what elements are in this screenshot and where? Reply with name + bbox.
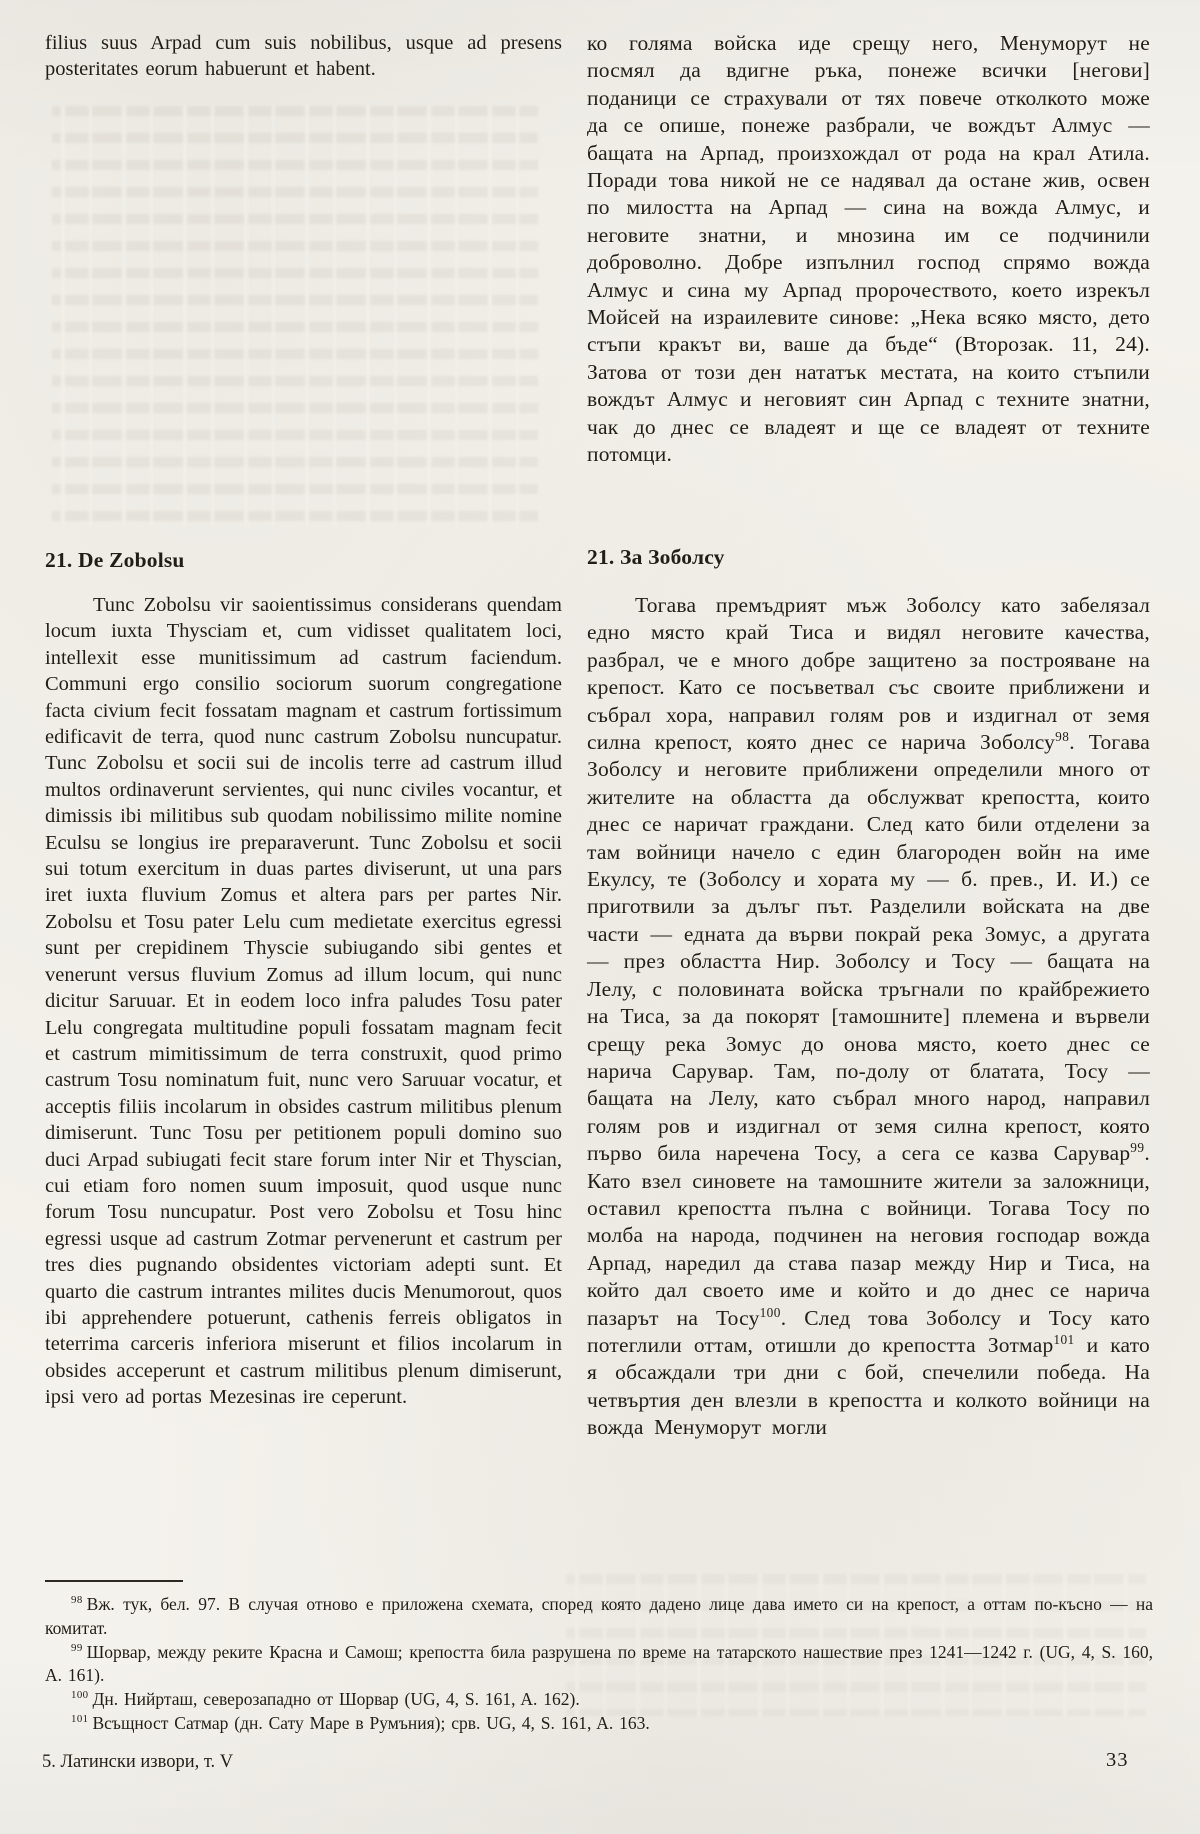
body-text-run: . Като взел синовете на тамошните жители за заложници, оставил крепостта пълна с войници. Тогава Тосу по молба на народа, подчинен на неговия господар вожда Арпад, наредил да става пазар между Нир и Тиса, на който дал своето име и който и до днес се нарича пазарът на Тосу <box>587 1141 1150 1330</box>
footnote-ref-100: 100 <box>759 1304 781 1320</box>
footnote-number: 100 <box>71 1689 89 1702</box>
footnote <box>45 1712 1153 1736</box>
footnote-number: 99 <box>71 1641 83 1654</box>
footnote <box>45 1593 1153 1641</box>
body-text-run: . След това Зоболсу и Тосу като потеглили оттам, отишли до крепостта Зотмар <box>587 1305 1150 1357</box>
latin-continuation-paragraph: filius suus Arpad cum suis nobilibus, usque ad presens posteritates eorum habuerunt et habent. <box>45 32 562 81</box>
footnote <box>45 1641 1153 1689</box>
latin-section-heading: 21. De Zobolsu <box>45 548 185 572</box>
bulgarian-continuation-paragraph: ко голяма войска иде срещу него, Менуморут не посмял да вдигне ръка, понеже всички [негови] поданици се страхували от тях повече отколкото може да се опише, понеже разбрали, че вождът Алмус — бащата на Арпад, произхождал от рода на крал Атила. Поради това никой не се надявал да остане жив, освен по милостта на Арпад — сина на вожда Алмус, и неговите знатни, и мнозина им се подчинили доброволно. Добре изпълнил господ спрямо вожда Алмус и сина му Арпад пророчеството, което изрекъл Мойсей на израилевите синове: „Нека всяко място, дето стъпи кракът ви, ваше да бъде“ (Второзак. 11, 24). Затова от този ден нататък местата, на които стъпили вождът Алмус и неговият син Арпад с техните знатни, чак до днес се владеят и ще се владеят от техните потомци. <box>587 31 1150 467</box>
footnote-ref-101: 101 <box>1053 1331 1075 1347</box>
footnotes-block <box>45 1593 1153 1736</box>
bulgarian-section-heading: 21. За Зоболсу <box>587 545 725 569</box>
page-bleedthrough-texture <box>52 106 538 526</box>
body-text-run: Тогава премъдрият мъж Зоболсу като забелязал едно място край Тиса и видял неговите качества, разбрал, че е много добре защитено за построяване на крепост. Като се посъветвал със своите приближени и събрал хора, направил голям ров и издигнал от земя силна крепост, която днес се нарича Зоболсу <box>587 593 1150 755</box>
footnote-text: Дн. Нийрташ, северозападно от Шорвар (UG, 4, S. 161, A. 162). <box>92 1689 580 1710</box>
body-text-run: . Тогава Зоболсу и неговите приближени определили много от жителите на областта да обслужват крепостта, които днес се наричат граждани. След като били отделени за там войници начело с един благороден войн на име Екулсу, те (Зоболсу и хората му — б. прев., И. И.) се приготвили за дълъг път. Разделили войската на две части — едната да върви покрай река Зомус, а другата — през областта Нир. Зоболсу и Тосу — бащата на Лелу, с половината войска тръгнали по крайбрежието на Тиса, за да покорят [тамошните] племена и вървели срещу река Зомус до онова място, което днес се нарича Сарувар. Там, по-долу от блатата, Тосу — бащата на Лелу, като събрал много народ, направил голям ров и издигнал от земя силна крепост, която първо била наречена Тосу, а сега се казва Сарувар <box>587 730 1150 1166</box>
footnote-text: Вж. тук, бел. 97. В случая отново е приложена схемата, според която дадено лице дава името си на крепост, а оттам по-късно — на комитат. <box>45 1594 1153 1638</box>
page-number: 33 <box>1106 1749 1129 1771</box>
footnote-number: 98 <box>71 1594 83 1607</box>
bulgarian-body-paragraph <box>587 592 1150 1442</box>
body-text-run: и като я обсаждали три дни с бой, спечелили победа. На четвъртия ден влезли в крепостта и колкото войници на вожда Менуморут могли <box>587 1332 1151 1440</box>
footnote-text: Шорвар, между реките Красна и Самош; крепостта била разрушена по време на татарското нашествие през 1241—1242 г. (UG, 4, S. 160, A. 161). <box>45 1641 1153 1686</box>
footnote-ref-99: 99 <box>1130 1139 1145 1155</box>
latin-body-paragraph: Tunc Zobolsu vir saoientissimus considerans quendam locum iuxta Thysciam et, cum vidisset qualitatem loci, intellexit esse munitissimum ad castrum faciendum. Communi ergo consilio sociorum suorum congregatione facta civium fecit fossatam magnam et castrum fortissimum edificavit de terra, quod nunc castrum Zobolsu nuncupatur. Tunc Zobolsu et socii sui de incolis terre ad castrum illud multos ordinaverunt servientes, qui nunc civiles vocantur, et dimissis ibi militibus sub quodam nobilissimo milite nomine Eculsu se longius ire preparaverunt. Tunc Zobolsu et socii sui totum exercitum in duas partes diviserunt, ut una pars iret iuxta fluvium Zomus et altera pars per partes Nir. Zobolsu et Tosu pater Lelu cum medietate exercitus egressi sunt per crepidinem Thyscie subiugando sibi gentes et venerunt versus fluvium Zomus ad illum locum, qui nunc dicitur Saruuar. Et in eodem loco infra paludes Tosu pater Lelu congregata multitudine populi fossatam magnam fecit et castrum mimitissimum de terra construxit, quod primo castrum Tosu nominatum fuit, nunc vero Saruuar vocatur, et acceptis filiis incolarum in obsides castrum militibus plenum dimiserunt. Tunc Tosu per petitionem populi domino suo duci Arpad subiugati fecit stare forum inter Nir et Thyscian, cui etiam foro nomen suum imposuit, quod usque nunc forum Tosu nuncupatur. Post vero Zobolsu et Tosu hinc egressi usque ad castrum Zotmar pervenerunt et castrum per tres dies pugnando obsidentes victoriam adepti sunt. Et quarto die castrum intrantes milites ducis Menumorout, quos ibi apprehendere potuerunt, cathenis ferreis obligatos in teterrima carceris inferiora miserunt et filios incolarum in obsides acceperunt et castrum militibus plenum dimiserunt, ipsi vero ad portas Mezesinas ire ceperunt. <box>45 594 562 1409</box>
footnote-ref-98: 98 <box>1055 728 1070 744</box>
book-series-footer: 5. Латински извори, т. V <box>42 1752 234 1772</box>
footnote-text: Всъщност Сатмар (дн. Сату Маре в Румъния); срв. UG, 4, S. 161, A. 163. <box>92 1712 650 1733</box>
footnote-number: 101 <box>71 1713 89 1726</box>
footnote-separator-rule <box>45 1580 183 1582</box>
footnote <box>45 1688 1153 1712</box>
